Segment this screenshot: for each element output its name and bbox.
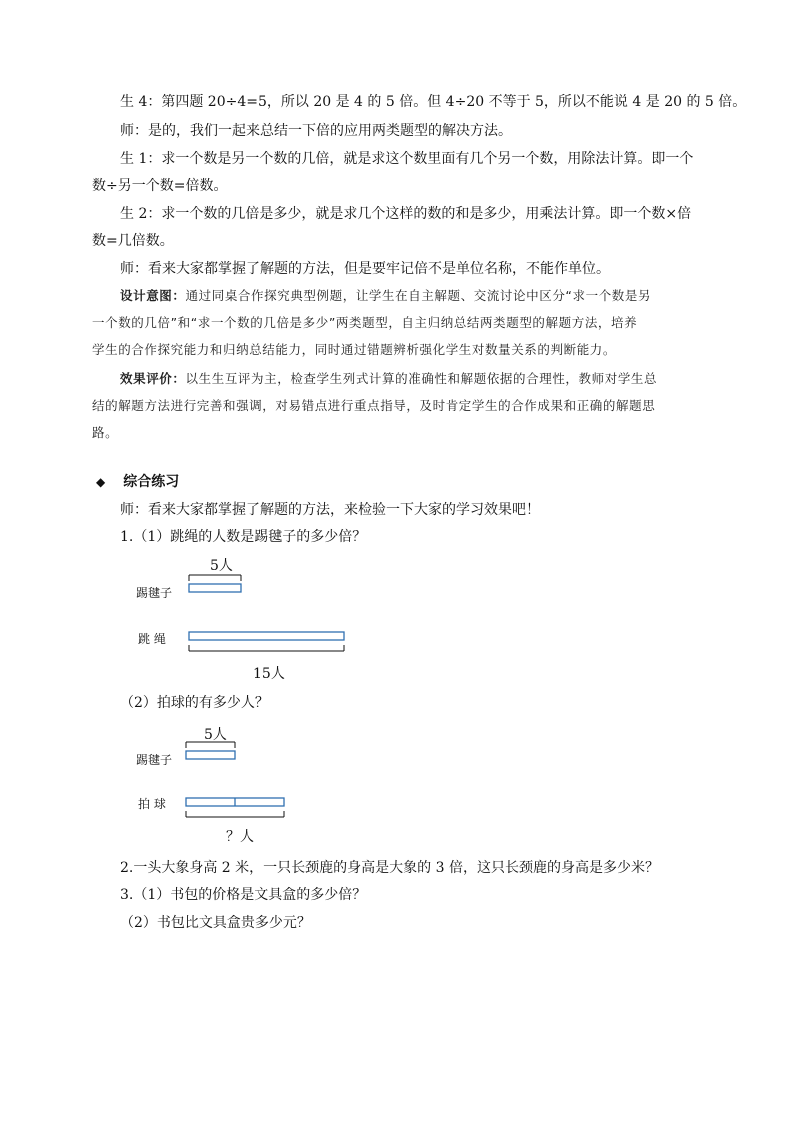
design-intent-line2: 一个数的几倍”和“求一个数的几倍是多少”两类题型，自主归纳总结两类题型的解题方法，培养 bbox=[92, 315, 638, 330]
design-intent-label: 设计意图： bbox=[120, 288, 186, 303]
diagram-1-row2-label: 跳 绳 bbox=[138, 632, 166, 646]
diagram-2-bottom-quantity: ？人 bbox=[226, 829, 254, 845]
diagram-2-row1-label: 踢毽子 bbox=[136, 753, 173, 767]
dialogue-student-1-line2: 数÷另一个数=倍数。 bbox=[92, 178, 228, 194]
evaluation-line2: 结的解题方法进行完善和强调，对易错点进行重点指导，及时肯定学生的合作成果和正确的解题思 bbox=[92, 398, 656, 413]
section-heading bbox=[96, 472, 179, 492]
dialogue-student-4: 生 4：第四题 20÷4=5，所以 20 是 4 的 5 倍。但 4÷20 不等于 5，所以不能说 4 是 20 的 5 倍。 bbox=[120, 94, 747, 110]
section-title: 综合练习 bbox=[123, 474, 180, 490]
diagram-2-top-quantity: 5人 bbox=[204, 727, 227, 743]
exercise-3-2: （2）书包比文具盒贵多少元？ bbox=[120, 915, 311, 931]
diagram-1-top-quantity: 5人 bbox=[210, 558, 233, 574]
exercise-1-1: 1.（1）跳绳的人数是踢毽子的多少倍？ bbox=[120, 529, 367, 545]
diagram-2-row2-label: 拍 球 bbox=[138, 797, 166, 811]
dialogue-student-1-line1: 生 1：求一个数是另一个数的几倍，就是求这个数里面有几个另一个数，用除法计算。即一个 bbox=[120, 151, 694, 167]
evaluation-line3: 路。 bbox=[92, 425, 119, 440]
exercise-1-2: （2）拍球的有多少人？ bbox=[120, 695, 269, 711]
dialogue-teacher-1: 师：是的，我们一起来总结一下倍的应用两类题型的解决方法。 bbox=[120, 123, 512, 139]
design-intent-line3: 学生的合作探究能力和归纳总结能力，同时通过错题辨析强化学生对数量关系的判断能力。 bbox=[92, 342, 617, 357]
diamond-bullet-icon: ◆ bbox=[96, 475, 106, 489]
diagram-1-row1-label: 踢毽子 bbox=[136, 586, 173, 600]
evaluation-label: 效果评价： bbox=[120, 371, 186, 386]
exercise-3-1: 3.（1）书包的价格是文具盒的多少倍？ bbox=[120, 887, 367, 903]
exercise-2: 2.一头大象身高 2 米，一只长颈鹿的身高是大象的 3 倍，这只长颈鹿的身高是多少米？ bbox=[120, 860, 659, 876]
section-intro: 师：看来大家都掌握了解题的方法，来检验一下大家的学习效果吧！ bbox=[120, 502, 540, 518]
evaluation-line1: 效果评价：以生生互评为主，检查学生列式计算的准确性和解题依据的合理性，教师对学生总 bbox=[120, 371, 658, 386]
dialogue-student-2-line1: 生 2：求一个数的几倍是多少，就是求几个这样的数的和是多少，用乘法计算。即一个数×倍 bbox=[120, 206, 692, 222]
diagram-1-bars bbox=[130, 553, 370, 683]
design-intent-line1: 设计意图：通过同桌合作探究典型例题，让学生在自主解题、交流讨论中区分“求一个数是另 bbox=[120, 288, 652, 303]
diagram-1 bbox=[130, 553, 370, 683]
diagram-2 bbox=[130, 722, 370, 850]
dialogue-teacher-2: 师：看来大家都掌握了解题的方法，但是要牢记倍不是单位名称，不能作单位。 bbox=[120, 261, 610, 277]
dialogue-student-2-line2: 数=几倍数。 bbox=[92, 233, 174, 249]
diagram-1-bottom-quantity: 15人 bbox=[253, 666, 285, 682]
